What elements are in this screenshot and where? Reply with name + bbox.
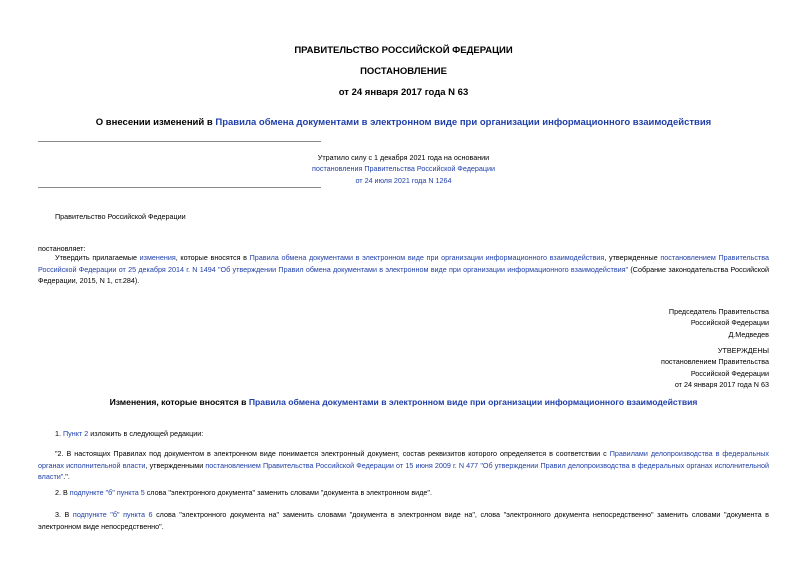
p1-text-b: , которые вносятся в: [175, 253, 250, 262]
changes-rules-link[interactable]: Правила обмена документами в электронном виде при организации информационного взаимодействия: [248, 397, 698, 407]
approval-line-3: Российской Федерации: [690, 368, 769, 378]
decree-1494-link[interactable]: постановлением Правительства Российской Федерации от 25 декабря 2014 г. N 1494 "Об утверждении Правил обмена документами в электронном виде при организации информационного взаимодействия": [38, 253, 769, 274]
approval-block: [661, 345, 769, 391]
quote-text-b: , утвержденными: [145, 460, 206, 470]
records-rules-link[interactable]: Правилами делопроизводства в федеральных органах исполнительной власти: [38, 449, 769, 470]
signature-block: [669, 306, 769, 340]
signature-name: Д.Медведев: [728, 329, 769, 339]
rules-link[interactable]: Правила обмена документами в электронном виде при организации информационного взаимодействия: [249, 253, 605, 262]
item-3-number: 3. В: [55, 510, 73, 519]
signature-line-1: Председатель Правительства: [668, 307, 769, 316]
government-heading: ПРАВИТЕЛЬСТВО РОССИЙСКОЙ ФЕДЕРАЦИИ: [294, 45, 513, 56]
p1-text-a: Утвердить прилагаемые: [55, 253, 140, 262]
status-line-1: Утратило силу с 1 декабря 2021 года на основании: [317, 153, 490, 162]
item-2: [55, 487, 769, 499]
item-1-number: 1.: [55, 429, 63, 438]
approval-line-1: УТВЕРЖДЕНЫ: [717, 346, 769, 355]
status-decree-link[interactable]: постановления Правительства Российской Федерации: [311, 164, 496, 174]
quote-text-a: "2. В настоящих Правилах под документом в электронном виде понимается электронный документ, состав реквизитов которого определяется в соответствии с: [55, 449, 610, 458]
status-decree-date-link[interactable]: от 24 июля 2021 года N 1264: [355, 175, 452, 185]
item-1: [55, 428, 769, 440]
item-1-text: изложить в следующей редакции:: [88, 429, 204, 438]
signature-line-2: Российской Федерации: [690, 318, 769, 328]
approval-line-2: постановлением Правительства: [661, 357, 769, 367]
item-2-number: 2. В: [55, 488, 70, 497]
item-2-text: слова "электронного документа" заменить словами "документа в электронном виде".: [144, 488, 432, 497]
changes-heading: [0, 397, 807, 407]
document-title-prefix: О внесении изменений в: [95, 117, 216, 128]
decree-paragraph: [38, 252, 769, 287]
quoted-paragraph: [38, 448, 769, 483]
status-note: [0, 152, 807, 186]
document-title: [0, 117, 807, 128]
document-type: ПОСТАНОВЛЕНИЕ: [360, 66, 447, 77]
status-top-rule: [38, 141, 321, 142]
changes-link[interactable]: изменения: [139, 253, 176, 262]
item-3-text: слова "электронного документа на" заменить словами "документа в электронном виде на", слова "электронного документа непосредственно" заменить словами "документа в электронном виде непосредственно".: [38, 510, 769, 531]
changes-heading-prefix: Изменения, которые вносятся в: [109, 397, 249, 407]
item-1-link[interactable]: Пункт 2: [63, 429, 89, 438]
item-3-link[interactable]: подпункте "б" пункта 6: [72, 510, 153, 519]
government-label: Правительство Российской Федерации: [55, 212, 186, 221]
decrees-label: постановляет:: [38, 244, 86, 253]
p1-text-d: (Собрание законодательства Российской Федерации, 2015, N 1, ст.284).: [38, 264, 769, 286]
item-2-link[interactable]: подпункте "б" пункта 5: [69, 488, 145, 497]
document-date-number: от 24 января 2017 года N 63: [338, 87, 469, 98]
decree-477-link[interactable]: постановлением Правительства Российской Федерации от 15 июня 2009 г. N 477 "Об утверждении Правил делопроизводства в федеральных органах исполнительной власти": [38, 460, 769, 482]
status-bottom-rule: [38, 187, 321, 188]
quote-text-c: .".: [63, 472, 70, 482]
item-3: [38, 509, 769, 532]
approval-line-4: от 24 января 2017 года N 63: [674, 380, 769, 390]
title-rules-link[interactable]: Правила обмена документами в электронном виде при организации информационного взаимодействия: [215, 117, 712, 128]
p1-text-c: , утвержденные: [604, 253, 661, 262]
